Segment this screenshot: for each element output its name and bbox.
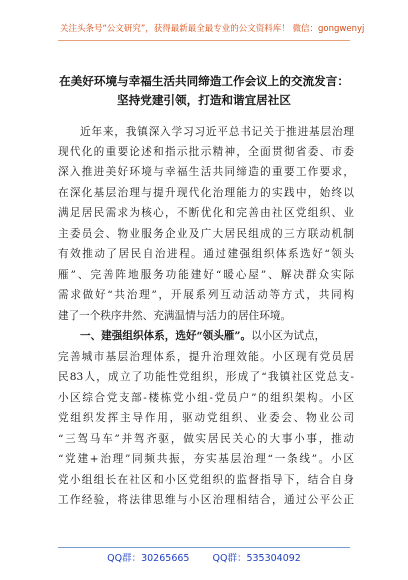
document-title-line1: 在美好环境与幸福生活共同缔造工作会议上的交流发言：	[59, 74, 349, 88]
paragraph2-line: 党组织发挥主导作用，驱动党组织、业委会、物业公司	[58, 412, 354, 424]
paragraph1-line: 需求做好“共治理”，开展系列互动活动等方式，共同构	[58, 289, 354, 301]
paragraph1-line: 在深化基层治理与提升现代化治理能力的实践中，始终以	[58, 187, 354, 199]
footer-qq-group-2: QQ群：535304092	[212, 553, 301, 564]
paragraph1-line: 雁”、完善阵地服务功能建好“暖心屋”、解决群众实际	[58, 269, 354, 281]
paragraph1-line: 现代化的重要论述和指示批示精神，全面贯彻省委、市委	[58, 146, 354, 158]
footer-qq-group-1: QQ群：30265665	[107, 553, 190, 564]
paragraph2-line: 工作经验，将法律思维与小区治理相结合，通过公平公正	[58, 494, 354, 506]
paragraph2-line: 党小组组长在社区和小区党组织的监督指导下，结合自身	[58, 474, 354, 486]
paragraph2-line: 民83人，成立了功能性党组织，形成了“我镇社区党总支-	[58, 371, 354, 383]
paragraph1-line: 主委员会、物业服务企业及广大居民组成的三方联动机制	[58, 228, 354, 240]
section1-heading-line	[80, 329, 354, 343]
paragraph2-line: 完善城市基层治理体系，提升治理效能。小区现有党员居	[58, 351, 354, 363]
paragraph1-line: 建了一个秩序井然、充满温情与活力的居住环境。	[58, 310, 292, 322]
section1-heading: 一、建强组织体系，选好“领头雁”。	[80, 330, 252, 342]
header-divider	[58, 40, 350, 41]
header-banner: 关注头条号“公文研究”，获得最新最全最专业的公文资料库！ 微信：gongwenyj	[60, 24, 365, 34]
paragraph1-line: 深入推进美好环境与幸福生活共同缔造的重要工作要求，	[58, 166, 354, 178]
paragraph2-line: “三驾马车”并驾齐驱，做实居民关心的大事小事，推动	[58, 433, 354, 445]
footer	[0, 550, 408, 564]
paragraph2-line: 小区综合党支部-楼栋党小组-党员户”的组织架构。小区	[58, 392, 354, 404]
paragraph1-line: 有效推动了居民自治进程。通过建强组织体系选好“领头	[58, 248, 354, 260]
document-title-line2: 坚持党建引领，打造和谐宜居社区	[117, 93, 291, 107]
footer-divider	[58, 547, 350, 548]
paragraph2-line: “党建+治理”同频共振，夯实基层治理“一条线”。小区	[58, 453, 354, 465]
paragraph1-line: 近年来，我镇深入学习习近平总书记关于推进基层治理	[80, 126, 354, 138]
paragraph1-line: 满足居民需求为核心，不断优化和完善由社区党组织、业	[58, 207, 354, 219]
section1-heading-tail: 以小区为试点，	[251, 330, 326, 342]
